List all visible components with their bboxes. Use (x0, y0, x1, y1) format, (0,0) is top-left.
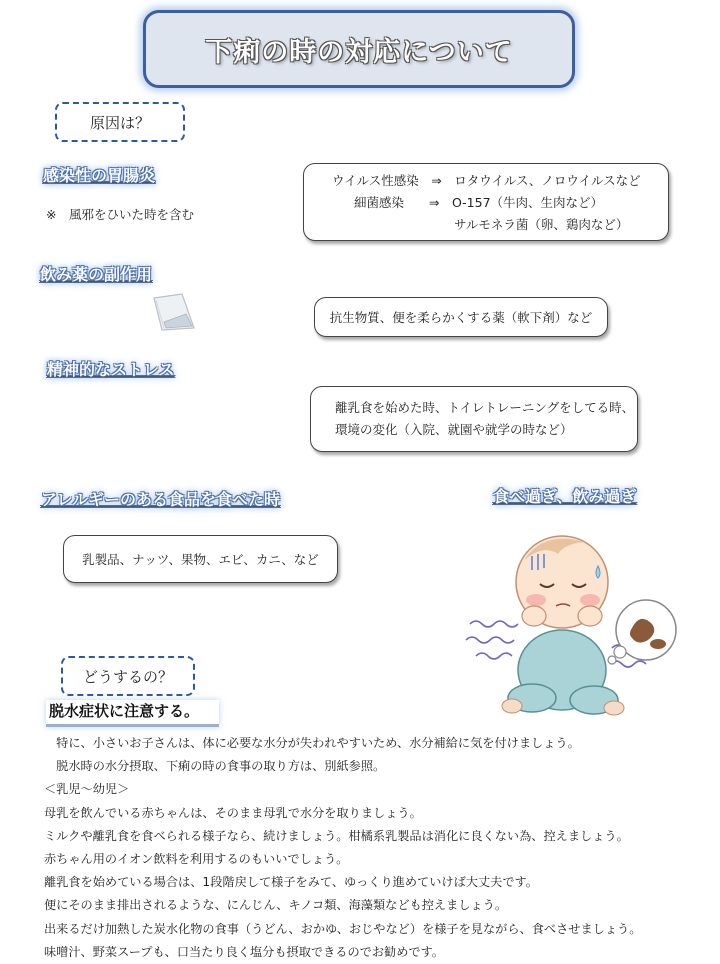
body-line: 母乳を飲んでいる赤ちゃんは、そのまま母乳で水分を取りましょう。 (44, 805, 422, 820)
infection-line-salmonella: サルモネラ菌（卵、鶏肉など） (454, 217, 629, 232)
what-to-do-label-box (61, 656, 195, 696)
stress-heading: 精神的なストレス (47, 360, 175, 379)
overeating-heading: 食べ過ぎ、飲み過ぎ (493, 487, 637, 506)
medicine-box (314, 297, 608, 337)
page-title: 下痢の時の対応について (205, 36, 513, 68)
infection-box (303, 163, 669, 241)
body-line: 特に、小さいお子さんは、体に必要な水分が失われやすいため、水分補給に気を付けましょう。 (44, 736, 580, 750)
body-line: 脱水時の水分摂取、下痢の時の食事の取り方は、別紙参照。 (44, 759, 386, 774)
allergy-heading: アレルギーのある食品を食べた時 (41, 490, 280, 509)
sick-baby-illustration (462, 520, 682, 720)
medicine-heading: 飲み薬の副作用 (40, 265, 153, 284)
body-line: ＜乳児～幼児＞ (44, 782, 130, 797)
infection-note: ※ 風邪をひいた時を含む (46, 207, 194, 222)
cause-label-box (55, 102, 185, 142)
what-to-do-label: どうするの？ (82, 667, 173, 686)
medicine-powder-illustration (152, 292, 196, 332)
allergy-box (63, 535, 338, 583)
body-line: 赤ちゃん用のイオン飲料を利用するのもいいでしょう。 (44, 852, 349, 867)
medicine-box-text: 抗生物質、便を柔らかくする薬（軟下剤）など (329, 309, 593, 325)
body-text (44, 732, 684, 964)
body-line: 味噌汁、野菜スープも、口当たり良く塩分も摂取できるのでお勧めです。 (44, 944, 444, 959)
body-line: 便にそのまま排出されるような、にんじん、キノコ類、海藻類なども控えましょう。 (44, 898, 508, 913)
stress-line-1: 離乳食を始めた時、トイレトレーニングをしてる時、 (335, 400, 635, 415)
infection-line-bacteria: 細菌感染 ⇒ O-157（牛肉、生肉など） (354, 195, 604, 210)
body-line: 離乳食を始めている場合は、1段階戻して様子をみて、ゆっくり進めていけば大丈夫です。 (44, 875, 538, 890)
body-line: ミルクや離乳食を食べられる様子なら、続けましょう。柑橘系乳製品は消化に良くない為、控えましょう。 (44, 828, 629, 843)
body-line: 出来るだけ加熱した炭水化物の食事（うどん、おかゆ、おじやなど）を様子を見ながら、食べさせましょう。 (44, 921, 642, 936)
stress-line-2: 環境の変化（入院、就園や就学の時など） (335, 422, 573, 437)
stress-box (310, 386, 638, 452)
infection-line-virus: ウイルス性感染 ⇒ ロタウイルス、ノロウイルスなど (332, 173, 641, 188)
powder-packet-icon (152, 292, 196, 332)
dehydration-heading: 脱水症状に注意する。 (46, 700, 219, 727)
allergy-box-text: 乳製品、ナッツ、果物、エビ、カニ、など (82, 551, 319, 567)
infection-heading: 感染性の胃腸炎 (43, 166, 156, 185)
title-banner (143, 10, 575, 88)
cause-label: 原因は？ (89, 113, 150, 132)
sick-baby-icon (462, 520, 682, 720)
